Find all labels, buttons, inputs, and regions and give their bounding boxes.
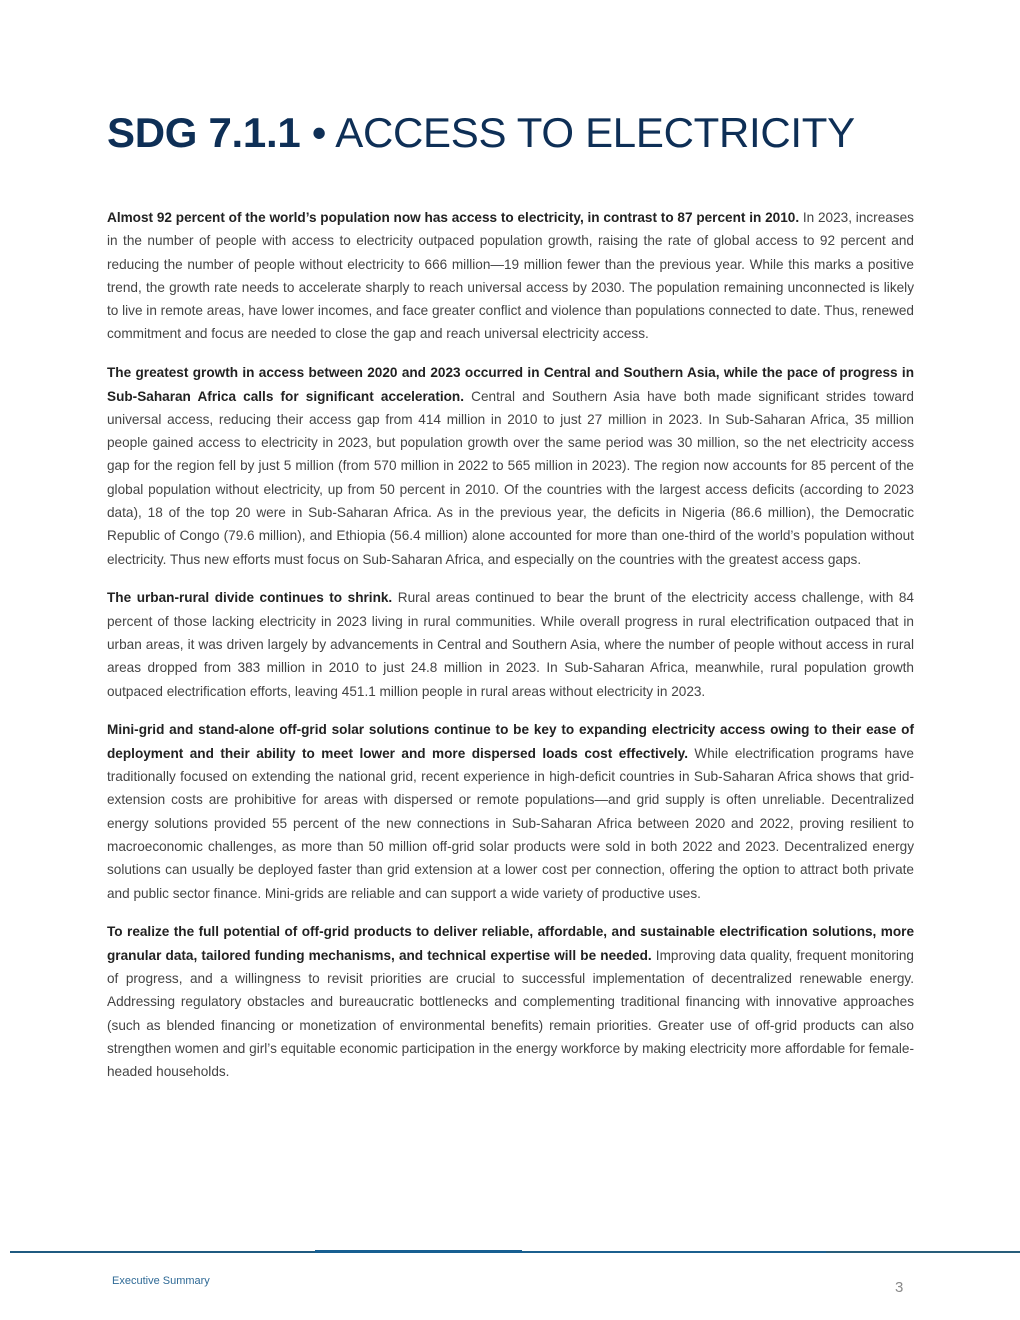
paragraph-body: Central and Southern Asia have both made significant strides toward universal access, reducing their access gap from 414 million in 2010 to just 27 million in 2023. In Sub-Saharan Africa, 35 million people gained access to electricity in 2023, but population growth over the same period was 30 million, so the net electricity access gap for the region fell by just 5 million (from 570 million in 2022 to 565 million in 2023). The region now accounts for 85 percent of the global population without electricity, up from 50 percent in 2010. Of the countries with the largest access deficits (according to 2023 data), 18 of the top 20 were in Sub-Saharan Africa. As in the previous year, the deficits in Nigeria (86.6 million), the Democratic Republic of Congo (79.6 million), and Ethiopia (56.4 million) alone accounted for more than one-third of the world’s population without electricity. Thus new efforts must focus on Sub-Saharan Africa, and especially on the countries with the greatest access gaps.: [107, 388, 914, 567]
paragraph-lead: Mini-grid and stand-alone off-grid solar solutions continue to be key to expanding electricity access owing to their ease of deployment and their ability to meet lower and more dispersed loads cost effectively.: [107, 722, 914, 761]
paragraph-lead: The urban-rural divide continues to shrink.: [107, 590, 393, 606]
footer-divider-segment: [10, 1251, 315, 1253]
footer-divider-segment: [826, 1251, 1020, 1253]
paragraph-urban-rural: [107, 586, 914, 702]
paragraph-lead: The greatest growth in access between 2020 and 2023 occurred in Central and Southern Asia, while the pace of progress in Sub-Saharan Africa calls for significant acceleration.: [107, 365, 914, 404]
paragraph-lead: To realize the full potential of off-grid products to deliver reliable, affordable, and sustainable electrification solutions, more granular data, tailored funding mechanisms, and technical expertise will be needed.: [107, 924, 914, 963]
paragraph-global-access: [107, 206, 914, 346]
page-title-code: SDG 7.1.1: [107, 109, 301, 156]
page-title-separator: •: [300, 109, 336, 156]
footer-section-label: Executive Summary: [112, 1275, 210, 1287]
paragraph-body: While electrification programs have traditionally focused on extending the national grid, recent experience in high-deficit countries in Sub-Saharan Africa shows that grid-extension costs are prohibitive for areas with dispersed or remote populations—and grid supply is often unreliable. Decentralized energy solutions provided 55 percent of the new connections in Sub-Saharan Africa between 2020 and 2022, proving resilient to macroeconomic challenges, as more than 50 million off-grid solar products were sold in both 2022 and 2023. Decentralized energy solutions can usually be deployed faster than grid extension at a lower cost per connection, offering the option to attract both private and public sector finance. Mini-grids are reliable and can support a wide variety of productive uses.: [107, 745, 914, 901]
page-number: 3: [895, 1279, 904, 1296]
paragraph-body: In 2023, increases in the number of people with access to electricity outpaced population growth, raising the rate of global access to 92 percent and reducing the number of people without electricity to 666 million—19 million fewer than the previous year. While this marks a positive trend, the growth rate needs to accelerate sharply to reach universal access by 2030. The population remaining unconnected is likely to live in remote areas, have lower incomes, and face greater conflict and violence than populations connected to date. Thus, renewed commitment and focus are needed to close the gap and reach universal electricity access.: [107, 210, 914, 342]
paragraph-regional-growth: [107, 361, 914, 571]
page-title-topic: ACCESS TO ELECTRICITY: [335, 109, 855, 156]
paragraph-body: Improving data quality, frequent monitoring of progress, and a willingness to revisit priorities are crucial to successful implementation of decentralized renewable energy. Addressing regulatory obstacles and bureaucratic bottlenecks and complementing traditional financing with innovative approaches (such as blended financing or monetization of environmental benefits) remain priorities. Greater use of off-grid products can also strengthen women and girl’s equitable economic participation in the energy workforce by making electricity more affordable for female-headed households.: [107, 947, 914, 1080]
paragraph-lead: Almost 92 percent of the world’s population now has access to electricity, in contrast to 87 percent in 2010.: [107, 210, 800, 225]
footer-divider: [0, 1248, 1020, 1254]
paragraph-body: Rural areas continued to bear the brunt of the electricity access challenge, with 84 percent of those lacking electricity in 2023 living in rural communities. While overall progress in rural electrification outpaced that in urban areas, it was driven largely by advancements in Central and Southern Asia, where the number of people without access in rural areas dropped from 383 million in 2010 to just 24.8 million in 2023. In Sub-Saharan Africa, meanwhile, rural population growth outpaced electrification efforts, leaving 451.1 million people in rural areas without electricity in 2023.: [107, 590, 914, 699]
footer-divider-segment: [315, 1250, 522, 1253]
footer-divider-segment: [522, 1251, 826, 1253]
paragraph-full-potential: [107, 920, 914, 1083]
body-text: [107, 206, 914, 1099]
paragraph-off-grid-solutions: [107, 718, 914, 904]
page-title: [107, 108, 855, 158]
